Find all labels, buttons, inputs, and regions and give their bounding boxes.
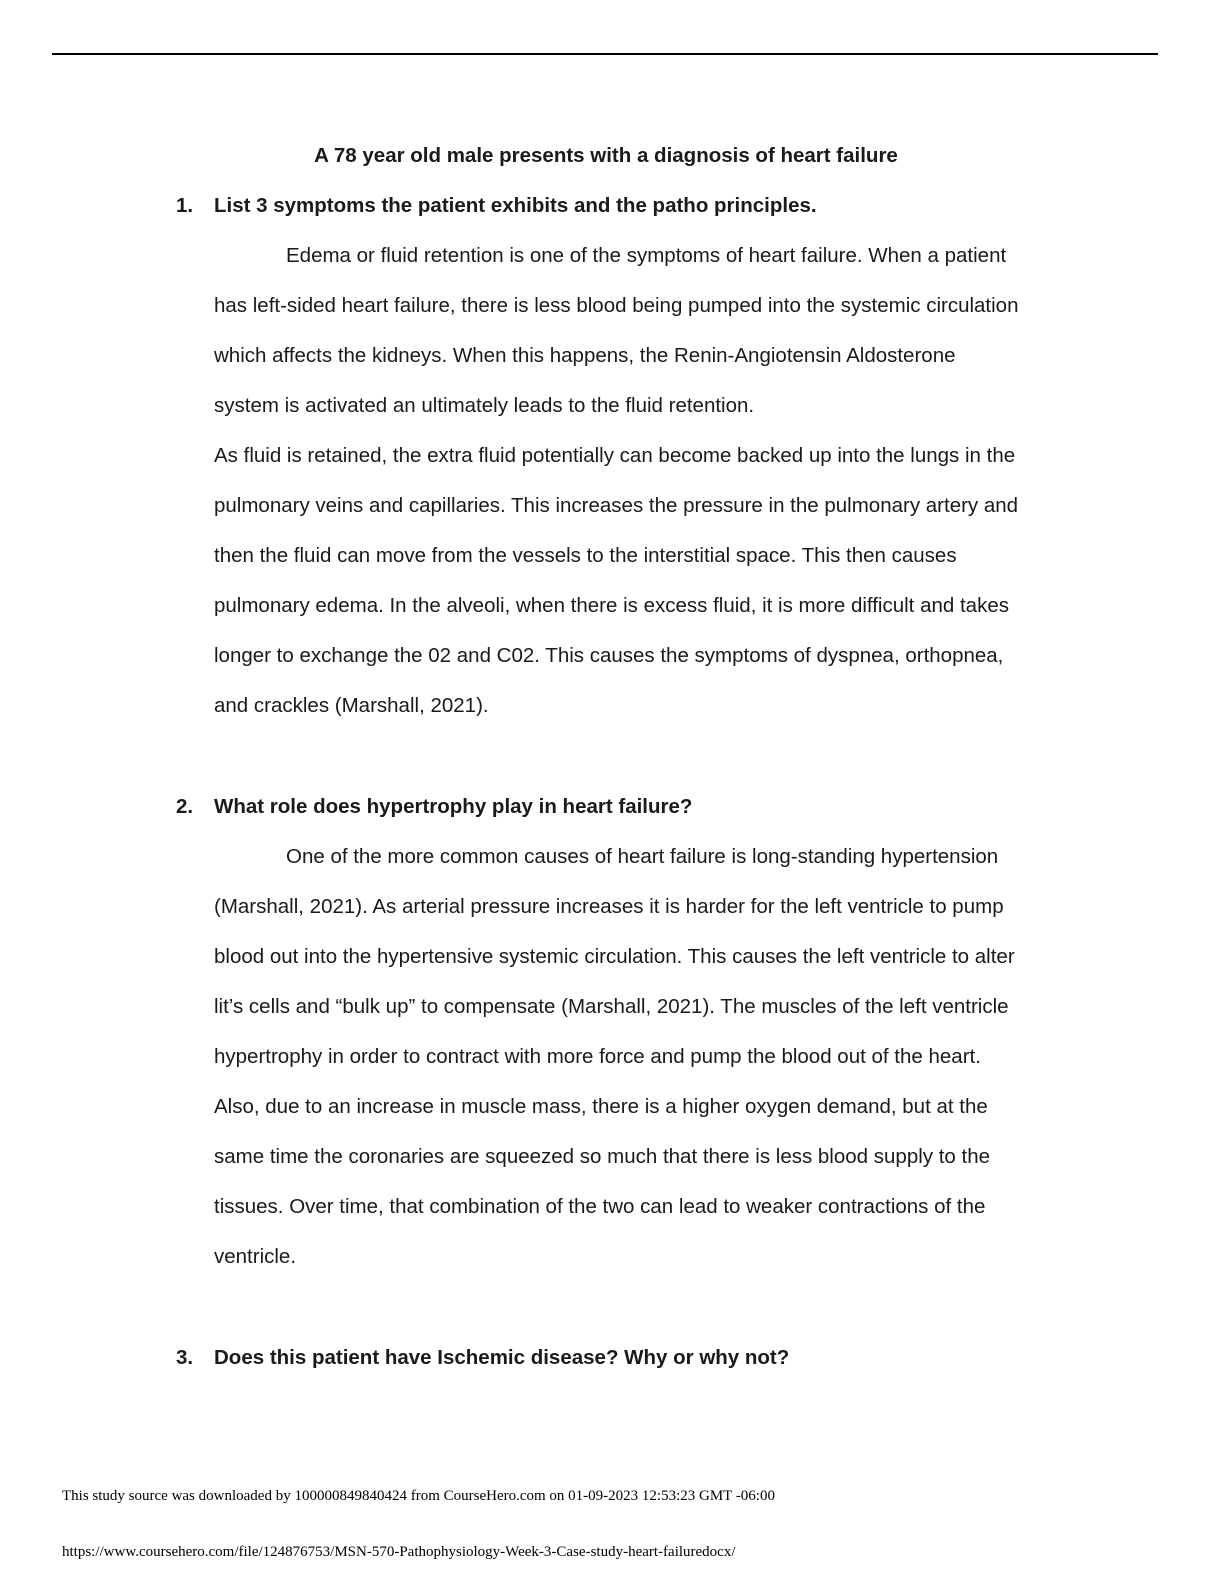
question-text: List 3 symptoms the patient exhibits and the patho principles. — [214, 194, 817, 217]
answer-line: lit’s cells and “bulk up” to compensate (Marshall, 2021). The muscles of the left ventricle — [214, 995, 1009, 1018]
answer-line: tissues. Over time, that combination of the two can lead to weaker contractions of the — [214, 1195, 986, 1218]
question-text: Does this patient have Ischemic disease? Why or why not? — [214, 1346, 790, 1369]
answer-line: which affects the kidneys. When this happens, the Renin-Angiotensin Aldosterone — [214, 344, 956, 367]
answer-line: One of the more common causes of heart failure is long-standing hypertension — [286, 845, 999, 868]
answer-line: has left-sided heart failure, there is less blood being pumped into the systemic circulation — [214, 294, 1019, 317]
answer-line: pulmonary edema. In the alveoli, when there is excess fluid, it is more difficult and takes — [214, 594, 1009, 617]
question-number: 3. — [176, 1346, 194, 1369]
header-rule — [52, 53, 1158, 55]
answer-line: ventricle. — [214, 1245, 297, 1268]
question-number: 1. — [176, 194, 194, 217]
question-number: 2. — [176, 795, 194, 818]
question-2-heading — [176, 793, 692, 821]
answer-line: then the fluid can move from the vessels to the interstitial space. This then causes — [214, 544, 957, 567]
answer-line: same time the coronaries are squeezed so much that there is less blood supply to the — [214, 1145, 991, 1168]
answer-line: Also, due to an increase in muscle mass, there is a higher oxygen demand, but at the — [214, 1095, 988, 1118]
answer-line: hypertrophy in order to contract with more force and pump the blood out of the heart. — [214, 1045, 981, 1068]
question-1-heading — [176, 192, 817, 220]
source-url[interactable]: https://www.coursehero.com/file/124876753/MSN-570-Pathophysiology-Week-3-Case-study-heart-failuredocx/ — [62, 1544, 736, 1560]
answer-line: longer to exchange the 02 and C02. This causes the symptoms of dyspnea, orthopnea, — [214, 644, 1004, 667]
answer-line: and crackles (Marshall, 2021). — [214, 694, 489, 717]
document-title: A 78 year old male presents with a diagnosis of heart failure — [314, 144, 898, 167]
answer-line: As fluid is retained, the extra fluid potentially can become backed up into the lungs in the — [214, 444, 1016, 467]
answer-line: (Marshall, 2021). As arterial pressure increases it is harder for the left ventricle to pump — [214, 895, 1004, 918]
download-notice: This study source was downloaded by 100000849840424 from CourseHero.com on 01-09-2023 12:53:23 GMT -06:00 — [62, 1488, 775, 1504]
answer-line: system is activated an ultimately leads to the fluid retention. — [214, 394, 755, 417]
question-text: What role does hypertrophy play in heart failure? — [214, 795, 693, 818]
answer-line: Edema or fluid retention is one of the symptoms of heart failure. When a patient — [286, 244, 1007, 267]
answer-line: pulmonary veins and capillaries. This increases the pressure in the pulmonary artery and — [214, 494, 1019, 517]
answer-line: blood out into the hypertensive systemic circulation. This causes the left ventricle to alter — [214, 945, 1015, 968]
question-3-heading — [176, 1344, 789, 1372]
